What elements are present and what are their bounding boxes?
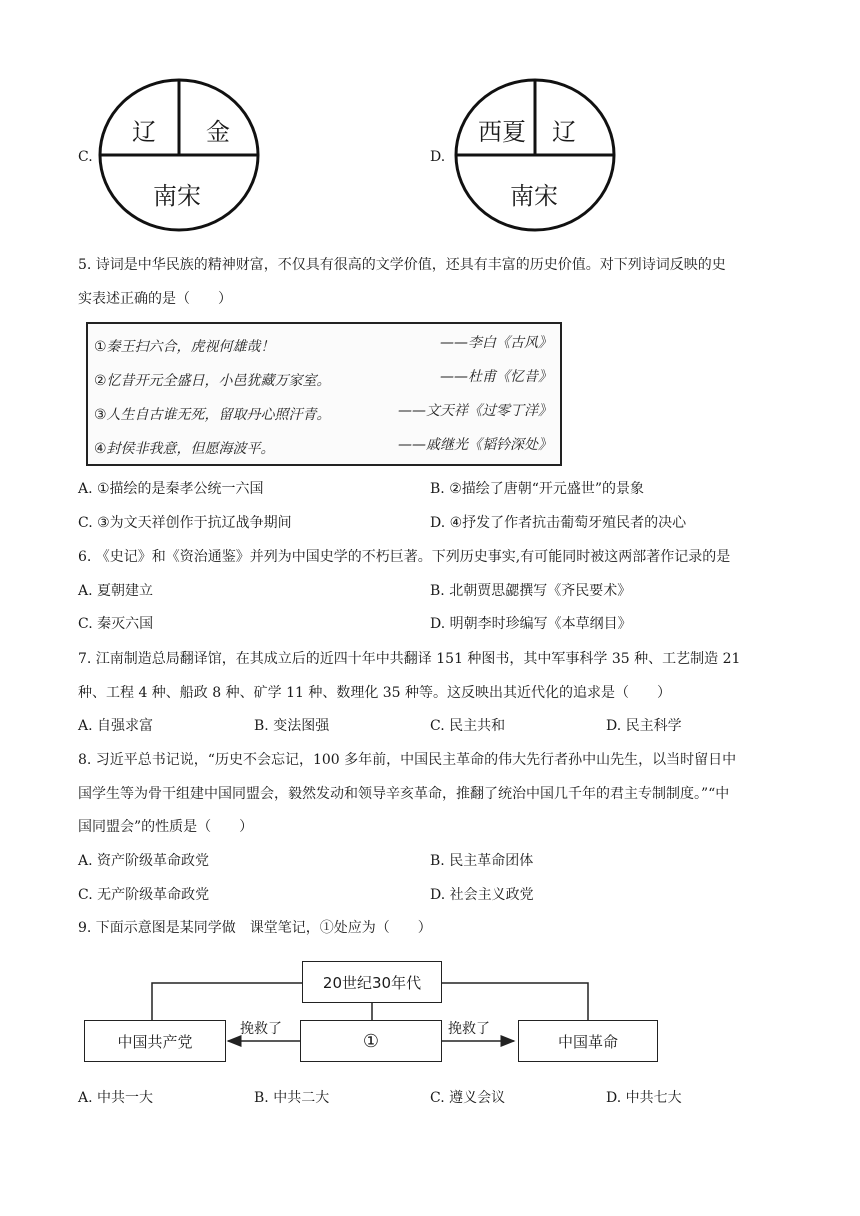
q4-d-top-right: 辽 bbox=[552, 118, 576, 146]
q5-option-a[interactable]: A. ①描绘的是秦孝公统一六国 bbox=[78, 481, 264, 497]
q8-option-b[interactable]: B. 民主革命团体 bbox=[430, 853, 534, 869]
q7-option-a[interactable]: A. 自强求富 bbox=[78, 718, 154, 734]
q5-option-b[interactable]: B. ②描绘了唐朝“开元盛世”的景象 bbox=[430, 481, 645, 497]
q4-c-bottom: 南宋 bbox=[153, 182, 201, 210]
q9-box-top: 20世纪30年代 bbox=[302, 961, 442, 1003]
q9-option-c[interactable]: C. 遵义会议 bbox=[430, 1090, 506, 1106]
q7-stem-line1: 7. 江南制造总局翻译馆，在其成立后的近四十年中共翻译 151 种图书，其中军事科学 35 种、工艺制造 21 bbox=[78, 651, 741, 667]
q6-option-b[interactable]: B. 北朝贾思勰撰写《齐民要术》 bbox=[430, 583, 632, 599]
q6-option-a[interactable]: A. 夏朝建立 bbox=[78, 583, 154, 599]
q9-box-center: ① bbox=[300, 1020, 442, 1062]
q4-d-top-left: 西夏 bbox=[478, 118, 526, 146]
poem-3: ③人生自古谁无死，留取丹心照汗青。 bbox=[94, 407, 331, 423]
q9-arrow-left-label: 挽救了 bbox=[240, 1021, 282, 1037]
q5-option-d[interactable]: D. ④抒发了作者抗击葡萄牙殖民者的决心 bbox=[430, 515, 687, 531]
q7-option-d[interactable]: D. 民主科学 bbox=[606, 718, 682, 734]
q8-option-c[interactable]: C. 无产阶级革命政党 bbox=[78, 887, 210, 903]
q9-stem: 9. 下面示意图是某同学做 课堂笔记，①处应为（ ） bbox=[78, 920, 432, 936]
q9-option-b[interactable]: B. 中共二大 bbox=[254, 1090, 330, 1106]
poem-2-source: ——杜甫《忆昔》 bbox=[440, 369, 552, 385]
poem-3-source: ——文天祥《过零丁洋》 bbox=[398, 403, 552, 419]
q9-option-a[interactable]: A. 中共一大 bbox=[78, 1090, 154, 1106]
q4-option-d-label[interactable]: D. bbox=[430, 149, 446, 165]
poem-1: ①秦王扫六合，虎视何雄哉！ bbox=[94, 339, 275, 355]
q5-stem-line2: 实表述正确的是（ ） bbox=[78, 291, 232, 307]
q5-stem-line1: 5. 诗词是中华民族的精神财富，不仅具有很高的文学价值，还具有丰富的历史价值。对下列诗词反映的史 bbox=[78, 257, 726, 273]
q6-option-d[interactable]: D. 明朝李时珍编写《本草纲目》 bbox=[430, 616, 632, 632]
q7-stem-line2: 种、工程 4 种、船政 8 种、矿学 11 种、数理化 35 种等。这反映出其近代化的追求是（ ） bbox=[78, 685, 672, 701]
q4-c-top-right: 金 bbox=[206, 118, 230, 146]
q6-option-c[interactable]: C. 秦灭六国 bbox=[78, 616, 154, 632]
poem-2: ②忆昔开元全盛日，小邑犹藏万家室。 bbox=[94, 373, 331, 389]
poem-4: ④封侯非我意，但愿海波平。 bbox=[94, 441, 275, 457]
q8-stem-line2: 国学生等为骨干组建中国同盟会，毅然发动和领导辛亥革命，推翻了统治中国几千年的君主专制制度。”“中 bbox=[78, 786, 730, 802]
q8-option-d[interactable]: D. 社会主义政党 bbox=[430, 887, 534, 903]
q9-arrow-right-label: 挽救了 bbox=[448, 1021, 490, 1037]
q7-option-c[interactable]: C. 民主共和 bbox=[430, 718, 506, 734]
q7-option-b[interactable]: B. 变法图强 bbox=[254, 718, 330, 734]
q9-option-d[interactable]: D. 中共七大 bbox=[606, 1090, 682, 1106]
q9-box-left: 中国共产党 bbox=[84, 1020, 226, 1062]
q8-option-a[interactable]: A. 资产阶级革命政党 bbox=[78, 853, 210, 869]
q6-stem: 6. 《史记》和《资治通鉴》并列为中国史学的不朽巨著。下列历史事实,有可能同时被这两部著作记录的是 bbox=[78, 549, 731, 565]
q4-c-top-left: 辽 bbox=[132, 118, 156, 146]
q8-stem-line1: 8. 习近平总书记说，“历史不会忘记，100 多年前，中国民主革命的伟大先行者孙中山先生，以当时留日中 bbox=[78, 752, 737, 768]
q4-d-bottom: 南宋 bbox=[510, 182, 558, 210]
q4-option-c-label[interactable]: C. bbox=[78, 149, 93, 165]
q8-stem-line3: 国同盟会”的性质是（ ） bbox=[78, 819, 254, 835]
q5-option-c[interactable]: C. ③为文天祥创作于抗辽战争期间 bbox=[78, 515, 292, 531]
q9-box-right: 中国革命 bbox=[518, 1020, 658, 1062]
poem-1-source: ——李白《古风》 bbox=[440, 335, 552, 351]
poem-4-source: ——戚继光《韬钤深处》 bbox=[398, 437, 552, 453]
